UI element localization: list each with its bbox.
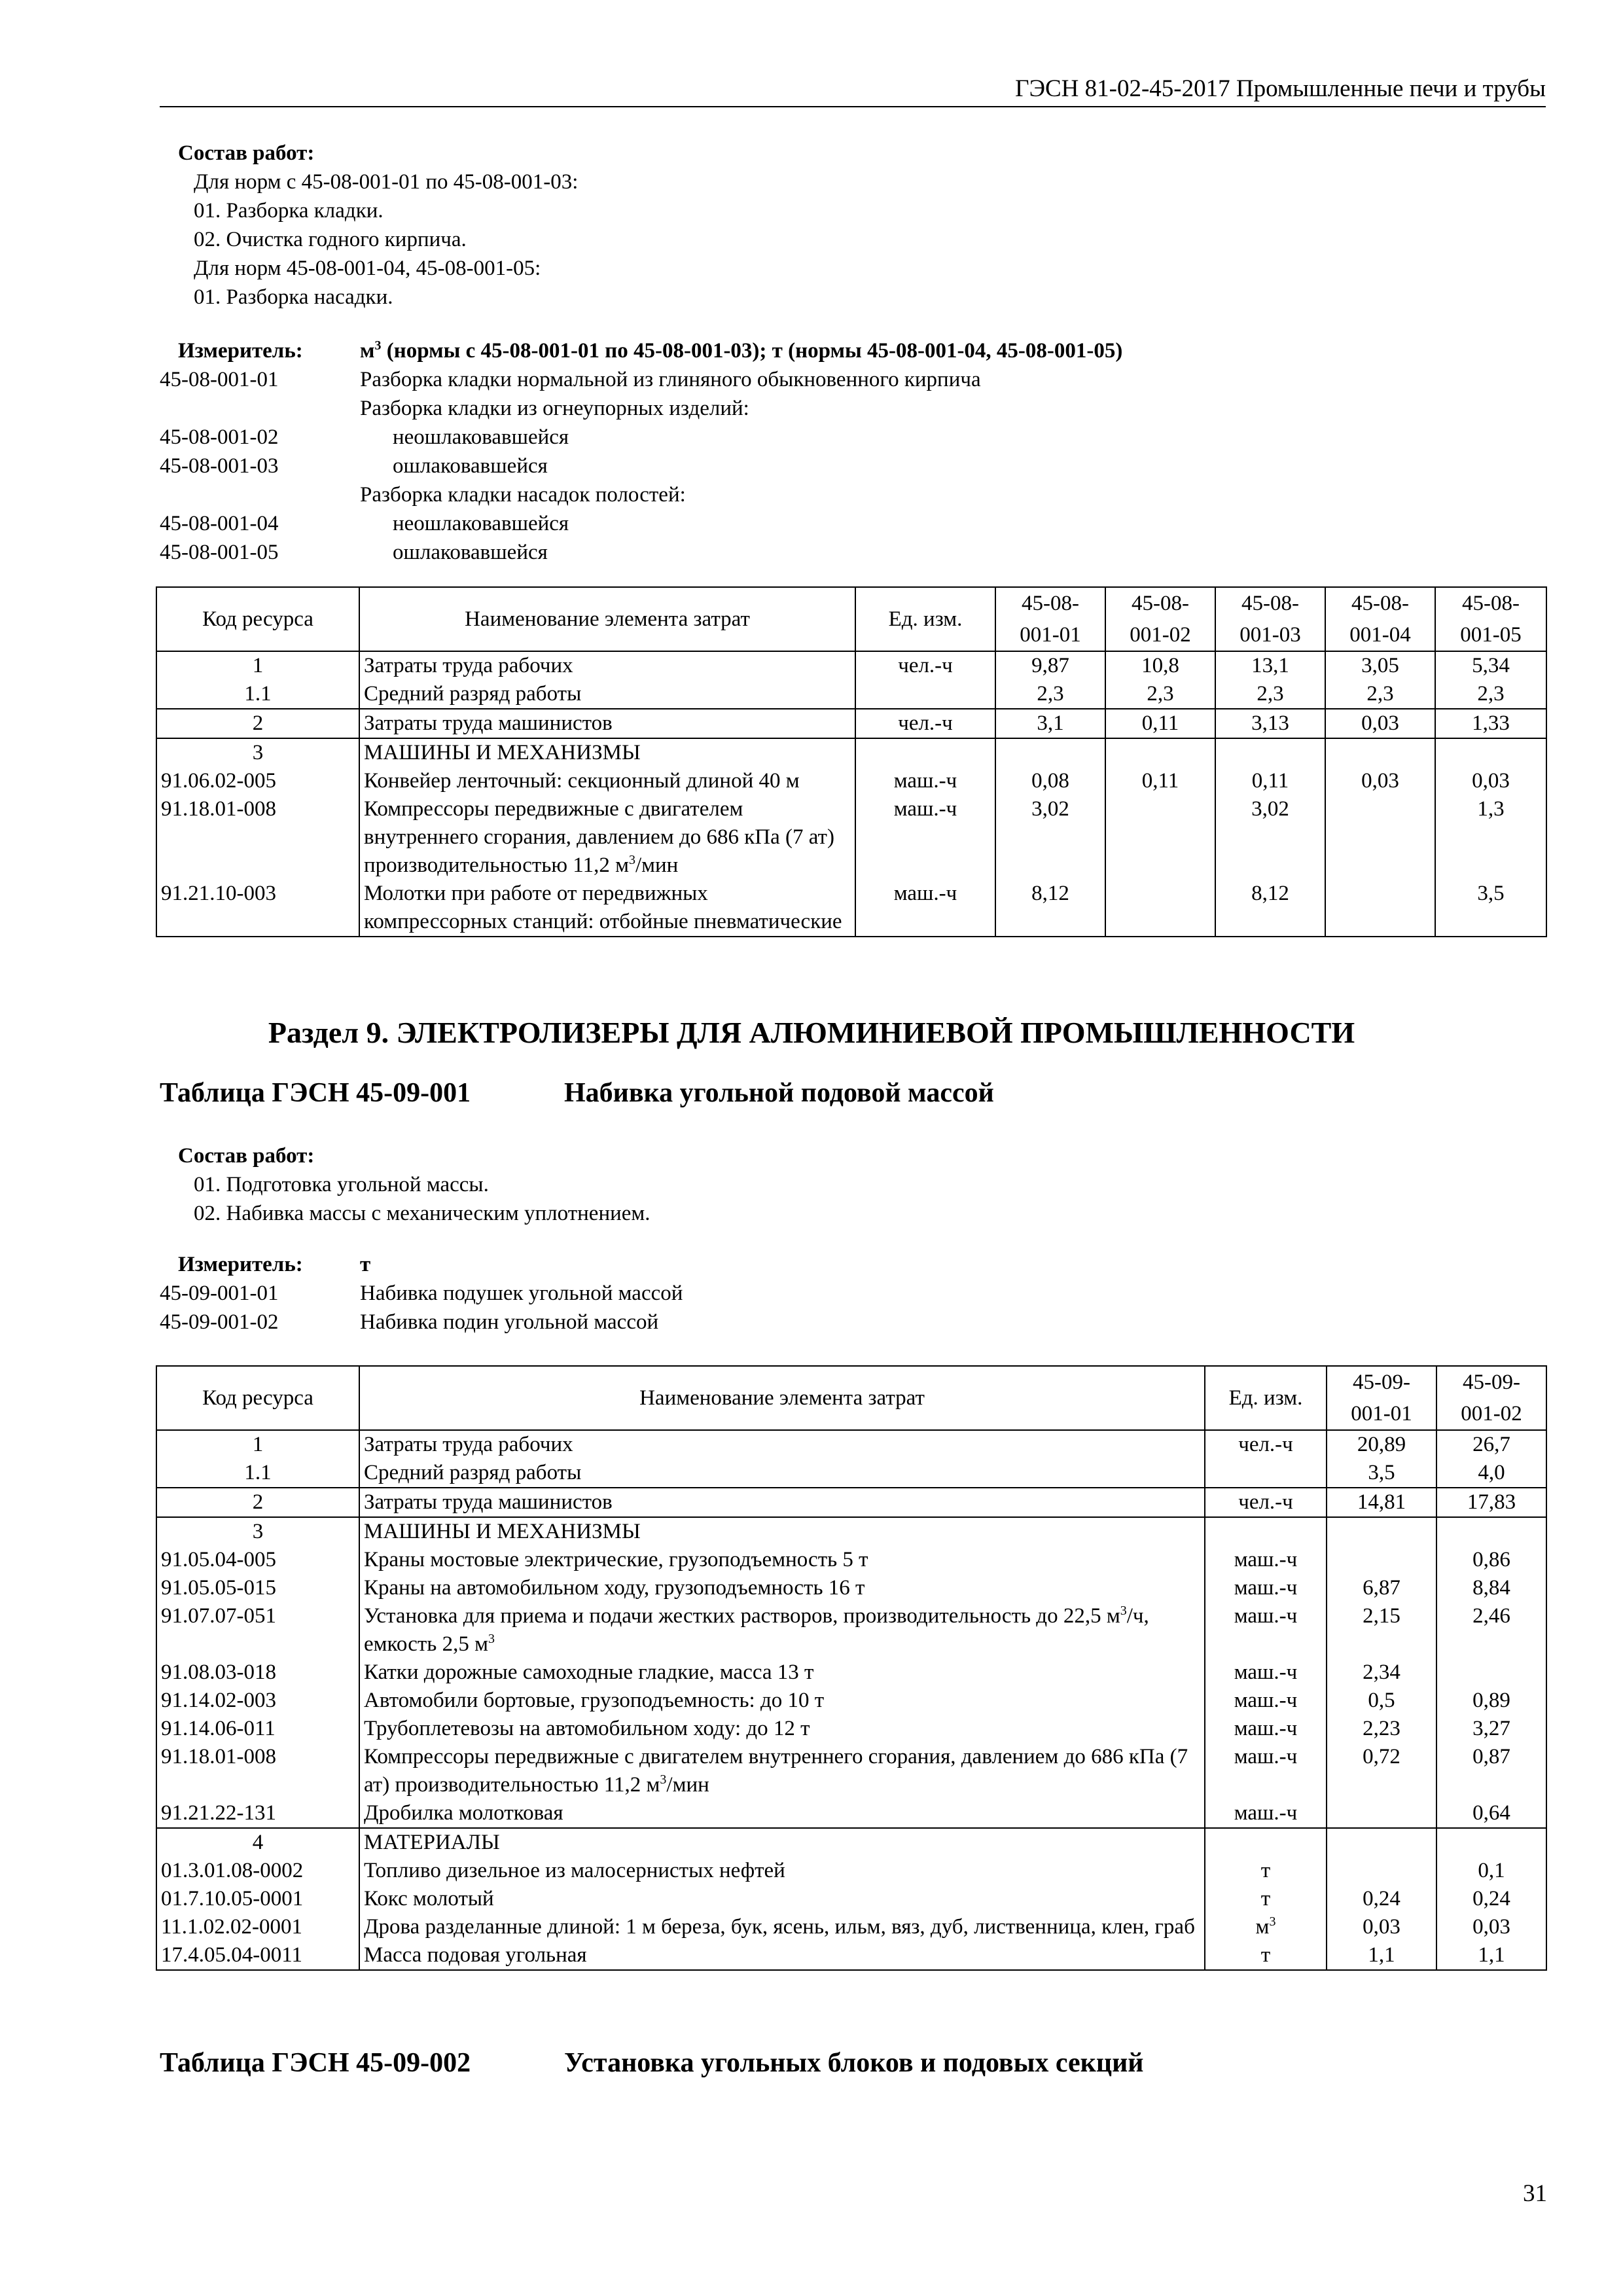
norm-row: 45-08-001-05 ошлаковавшейся xyxy=(160,541,548,564)
table-heading xyxy=(160,2045,1143,2081)
table-row: 91.14.02-003 Автомобили бортовые, грузоподъемность: до 10 т маш.-ч 0,5 0,89 xyxy=(156,1687,1546,1715)
table-header-row xyxy=(156,1366,1546,1430)
table-row: 91.08.03-018 Катки дорожные самоходные гладкие, масса 13 т маш.-ч 2,34 xyxy=(156,1659,1546,1687)
table-row: 3 МАШИНЫ И МЕХАНИЗМЫ xyxy=(156,738,1546,767)
table-row: 91.21.10-003 Молотки при работе от передвижных компрессорных станций: отбойные пневматические маш.-ч 8,12 8,12 3,5 xyxy=(156,880,1546,937)
col-header: 45-08- 001-05 xyxy=(1435,587,1546,651)
section-title: Раздел 9. ЭЛЕКТРОЛИЗЕРЫ ДЛЯ АЛЮМИНИЕВОЙ ПРОМЫШЛЕННОСТИ xyxy=(268,1016,1355,1049)
measure-label: Измеритель: xyxy=(178,1253,303,1276)
page-number: 31 xyxy=(1523,2180,1547,2207)
resource-table-1 xyxy=(156,586,1547,937)
norm-row: 45-09-001-01 Набивка подушек угольной массой xyxy=(160,1282,683,1305)
table-heading xyxy=(160,1075,994,1111)
measure-row xyxy=(160,1250,1546,1279)
measure-text: $м^3$ (нормы с 45-08-001-01 по 45-08-001-03); т (нормы 45-08-001-04, 45-08-001-05) xyxy=(360,338,1123,363)
norm-row: Разборка кладки насадок полостей: xyxy=(360,483,686,507)
measure-block-2 xyxy=(160,1250,1546,1336)
table-row: 01.3.01.08-0002 Топливо дизельное из малосернистых нефтей т 0,1 xyxy=(156,1857,1546,1885)
col-header: Код ресурса xyxy=(156,587,359,651)
table-row: 91.21.22-131 Дробилка молотковая маш.-ч 0,64 xyxy=(156,1799,1546,1828)
col-header: Наименование элемента затрат xyxy=(359,1366,1205,1430)
composition-line: 01. Разборка насадки. xyxy=(194,285,393,309)
table-row: 01.7.10.05-0001 Кокс молотый т 0,24 0,24 xyxy=(156,1885,1546,1913)
composition-label: Состав работ: xyxy=(178,141,315,165)
table-row: 4 МАТЕРИАЛЫ xyxy=(156,1828,1546,1857)
table-number: Таблица ГЭСН 45-09-002 xyxy=(160,2048,471,2078)
norm-row: 45-08-001-04 неошлаковавшейся xyxy=(160,512,569,535)
col-header: 45-08- 001-02 xyxy=(1105,587,1215,651)
col-header: 45-08- 001-03 xyxy=(1215,587,1325,651)
table-title: Набивка угольной подовой массой xyxy=(564,1078,994,1108)
norm-row: 45-09-001-02 Набивка подин угольной массой xyxy=(160,1310,659,1334)
col-header: 45-08- 001-01 xyxy=(995,587,1105,651)
resource-table-2 xyxy=(156,1365,1547,1971)
col-header: Ед. изм. xyxy=(855,587,995,651)
table-row: 91.18.01-008 Компрессоры передвижные с двигателем внутреннего сгорания, давлением до 686 кПа (7 ат) производительностью 11,2 $м^3$/мин маш.-ч 3,02 3,02 1,3 xyxy=(156,795,1546,880)
composition-line: 01. Подготовка угольной массы. xyxy=(194,1173,489,1196)
measure-label: Измеритель: xyxy=(178,339,303,363)
table-header-row xyxy=(156,587,1546,651)
col-header: Ед. изм. xyxy=(1205,1366,1327,1430)
running-header: ГЭСН 81-02-45-2017 Промышленные печи и трубы xyxy=(160,73,1546,107)
composition-line: Для норм с 45-08-001-01 по 45-08-001-03: xyxy=(194,170,579,194)
col-header: 45-08- 001-04 xyxy=(1325,587,1435,651)
composition-label: Состав работ: xyxy=(178,1144,315,1168)
norm-row: 45-08-001-02 неошлаковавшейся xyxy=(160,425,569,449)
table-row: 17.4.05.04-0011 Масса подовая угольная т 1,1 1,1 xyxy=(156,1941,1546,1970)
norm-row: 45-08-001-03 ошлаковавшейся xyxy=(160,454,548,478)
composition-line: 01. Разборка кладки. xyxy=(194,199,383,223)
table-row: 1.1 Средний разряд работы 2,3 2,3 2,3 2,3 2,3 xyxy=(156,680,1546,709)
composition-block-1 xyxy=(178,139,578,312)
composition-line: 02. Очистка годного кирпича. xyxy=(194,228,467,251)
table-row: 91.05.05-015 Краны на автомобильном ходу, грузоподъемность 16 т маш.-ч 6,87 8,84 xyxy=(156,1574,1546,1602)
composition-line: 02. Набивка массы с механическим уплотнением. xyxy=(194,1202,651,1225)
col-header: 45-09- 001-01 xyxy=(1327,1366,1436,1430)
table-row: 2 Затраты труда машинистов чел.-ч 14,81 17,83 xyxy=(156,1488,1546,1517)
table-row: 3 МАШИНЫ И МЕХАНИЗМЫ xyxy=(156,1517,1546,1546)
composition-block-2 xyxy=(178,1141,651,1228)
table-title: Установка угольных блоков и подовых секций xyxy=(564,2048,1144,2078)
measure-block-1 xyxy=(160,336,1546,567)
norm-row: 45-08-001-01 Разборка кладки нормальной из глиняного обыкновенного кирпича xyxy=(160,368,981,391)
composition-line: Для норм 45-08-001-04, 45-08-001-05: xyxy=(194,257,541,280)
measure-text: т xyxy=(360,1253,371,1276)
col-header: Код ресурса xyxy=(156,1366,359,1430)
norm-row: Разборка кладки из огнеупорных изделий: xyxy=(360,397,749,420)
table-row: 91.06.02-005 Конвейер ленточный: секционный длиной 40 м маш.-ч 0,08 0,11 0,11 0,03 0,03 xyxy=(156,767,1546,795)
table-row: 1.1 Средний разряд работы 3,5 4,0 xyxy=(156,1459,1546,1488)
col-header: Наименование элемента затрат xyxy=(359,587,855,651)
table-row: 1 Затраты труда рабочих чел.-ч 20,89 26,7 xyxy=(156,1430,1546,1459)
table-row: 1 Затраты труда рабочих чел.-ч 9,87 10,8 13,1 3,05 5,34 xyxy=(156,651,1546,680)
table-row: 91.07.07-051 Установка для приема и подачи жестких растворов, производительность до 22,5 $м^3/ч$, емкость 2,5 $м^3$ маш.-ч 2,15 2,46 xyxy=(156,1602,1546,1659)
col-header: 45-09- 001-02 xyxy=(1436,1366,1546,1430)
measure-row xyxy=(160,336,1546,365)
table-number: Таблица ГЭСН 45-09-001 xyxy=(160,1078,471,1108)
table-row: 91.14.06-011 Трубоплетевозы на автомобильном ходу: до 12 т маш.-ч 2,23 3,27 xyxy=(156,1715,1546,1743)
table-row: 11.1.02.02-0001 Дрова разделанные длиной: 1 м береза, бук, ясень, ильм, вяз, дуб, лиственница, клен, граб $м^3$ 0,03 0,03 xyxy=(156,1913,1546,1941)
table-row: 91.18.01-008 Компрессоры передвижные с двигателем внутреннего сгорания, давлением до 686 кПа (7 ат) производительностью 11,2 $м^3$/мин маш.-ч 0,72 0,87 xyxy=(156,1743,1546,1799)
table-row: 2 Затраты труда машинистов чел.-ч 3,1 0,11 3,13 0,03 1,33 xyxy=(156,709,1546,738)
table-row: 91.05.04-005 Краны мостовые электрические, грузоподъемность 5 т маш.-ч 0,86 xyxy=(156,1546,1546,1574)
